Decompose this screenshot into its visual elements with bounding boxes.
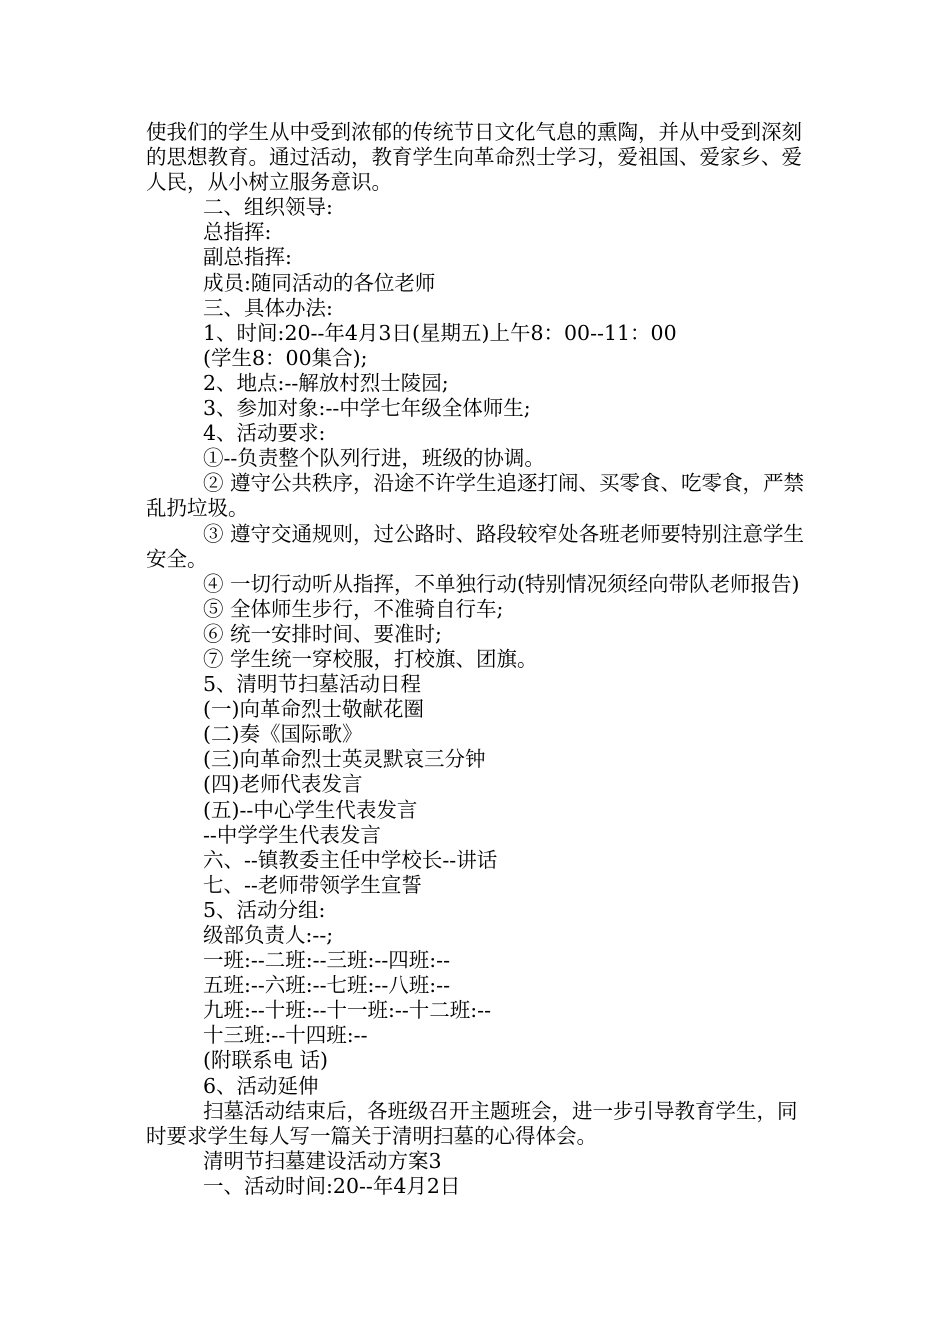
paragraph: 一班:--二班:--三班:--四班:-- (203, 948, 451, 973)
paragraph: 三、具体办法: (203, 295, 333, 320)
paragraph: 1、时间:20--年4月3日(星期五)上午8：00--11：00 (203, 320, 677, 345)
paragraph: 总指挥: (203, 220, 272, 245)
paragraph: 成员:随同活动的各位老师 (203, 270, 436, 295)
paragraph: 五班:--六班:--七班:--八班:-- (203, 973, 451, 998)
paragraph: 5、活动分组: (203, 897, 326, 922)
paragraph: --中学学生代表发言 (203, 822, 381, 847)
paragraph: (四)老师代表发言 (203, 772, 363, 797)
paragraph: 六、--镇教委主任中学校长--讲话 (203, 847, 498, 872)
paragraph: 2、地点:--解放村烈士陵园; (203, 370, 449, 395)
paragraph: (三)向革命烈士英灵默哀三分钟 (203, 747, 486, 772)
paragraph: 二、组织领导: (203, 195, 333, 220)
paragraph: ④ 一切行动听从指挥，不单独行动(特别情况须经向带队老师报告) (203, 571, 800, 596)
paragraph: 使我们的学生从中受到浓郁的传统节日文化气息的熏陶，并从中受到深刻的思想教育。通过活动，教育学生向革命烈士学习，爱祖国、爱家乡、爱人民，从小树立服务意识。 (146, 120, 802, 195)
paragraph: 5、清明节扫墓活动日程 (203, 672, 422, 697)
paragraph: 副总指挥: (203, 245, 292, 270)
paragraph: ⑦ 学生统一穿校服，打校旗、团旗。 (203, 646, 538, 671)
paragraph: 七、--老师带领学生宣誓 (203, 872, 422, 897)
paragraph: 级部负责人:--; (203, 923, 334, 947)
paragraph: (学生8：00集合); (203, 345, 368, 370)
paragraph: 一、活动时间:20--年4月2日 (203, 1173, 461, 1198)
paragraph: ①--负责整个队列行进，班级的协调。 (203, 446, 545, 471)
paragraph: 九班:--十班:--十一班:--十二班:-- (203, 998, 492, 1023)
paragraph: ② 遵守公共秩序，沿途不许学生追逐打闹、买零食、吃零食，严禁乱扔垃圾。 (146, 471, 805, 521)
paragraph: ⑤ 全体师生步行，不准骑自行车; (203, 596, 504, 621)
paragraph: 6、活动延伸 (203, 1073, 319, 1098)
paragraph: (一)向革命烈士敬献花圈 (203, 697, 424, 722)
paragraph: ⑥ 统一安排时间、要准时; (203, 621, 442, 646)
paragraph: (二)奏《国际歌》 (203, 722, 363, 747)
paragraph: 十三班:--十四班:-- (203, 1023, 368, 1048)
paragraph: ③ 遵守交通规则，过公路时、路段较窄处各班老师要特别注意学生安全。 (146, 521, 805, 571)
paragraph: 4、活动要求: (203, 421, 326, 446)
paragraph: 3、参加对象:--中学七年级全体师生; (203, 396, 531, 421)
document-body (146, 120, 816, 1199)
paragraph: (五)--中心学生代表发言 (203, 797, 418, 822)
paragraph: 清明节扫墓建设活动方案3 (203, 1148, 442, 1173)
paragraph: (附联系电 话) (203, 1048, 329, 1073)
paragraph: 扫墓活动结束后，各班级召开主题班会，进一步引导教育学生，同时要求学生每人写一篇关于清明扫墓的心得体会。 (146, 1098, 798, 1148)
